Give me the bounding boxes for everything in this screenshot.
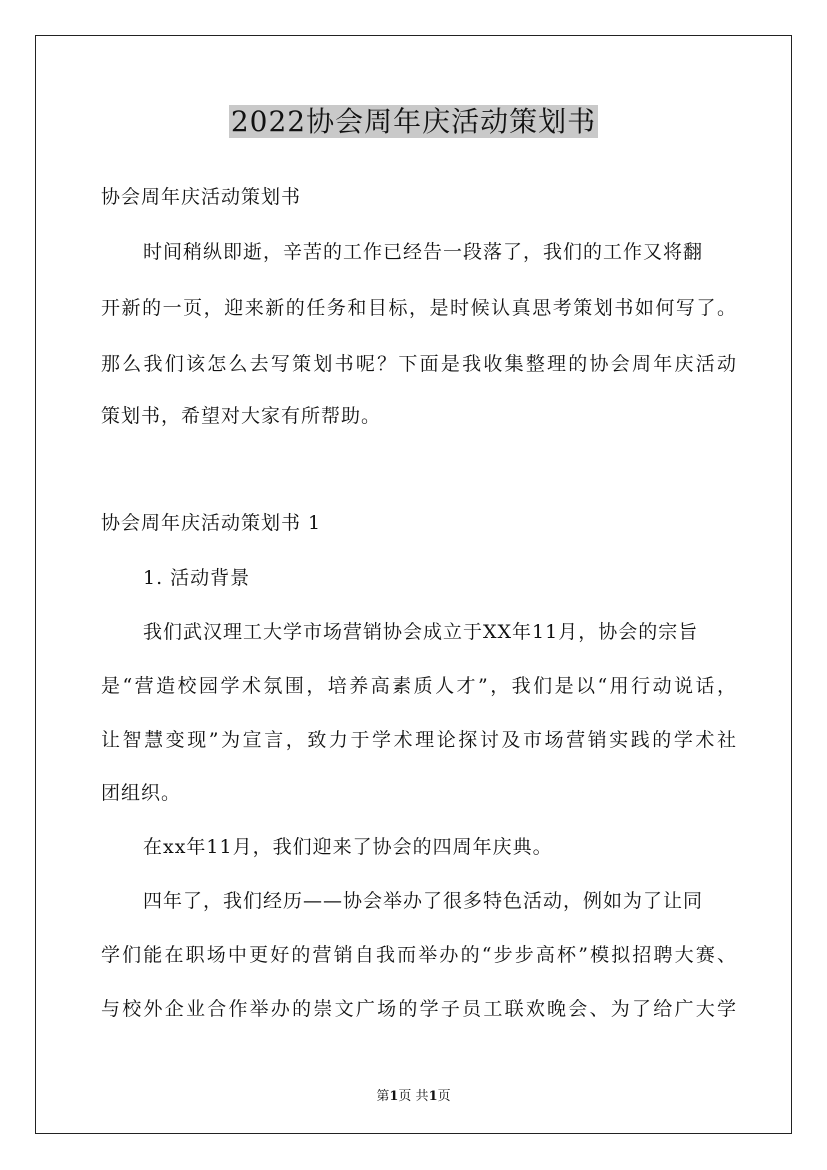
- intro-line-3: 那么我们该怎么去写策划书呢？下面是我收集整理的协会周年庆活动: [101, 353, 737, 375]
- para1-line-4: 团组织。: [101, 782, 182, 804]
- document-title: 2022协会周年庆活动策划书: [230, 105, 597, 138]
- footer-mid: 页 共: [398, 1089, 429, 1104]
- footer-suffix: 页: [437, 1089, 451, 1104]
- para1-line-2: 是“营造校园学术氛围，培养高素质人才”，我们是以“用行动说话，: [101, 675, 737, 697]
- para1-line-1: 我们武汉理工大学市场营销协会成立于XX年11月，协会的宗旨: [143, 621, 699, 643]
- footer-page-total: 1: [428, 1089, 438, 1104]
- footer-prefix: 第: [376, 1089, 390, 1104]
- section-heading: 协会周年庆活动策划书 1: [101, 512, 322, 534]
- para3-line-2: 学们能在职场中更好的营销自我而举办的“步步高杯”模拟招聘大赛、: [101, 944, 737, 966]
- para3-line-3: 与校外企业合作举办的崇文广场的学子员工联欢晚会、为了给广大学: [101, 998, 737, 1020]
- intro-line-4: 策划书，希望对大家有所帮助。: [101, 405, 382, 427]
- intro-line-2: 开新的一页，迎来新的任务和目标，是时候认真思考策划书如何写了。: [101, 297, 737, 319]
- item-heading: 1. 活动背景: [143, 567, 251, 589]
- para2-line-1: 在xx年11月，我们迎来了协会的四周年庆典。: [143, 836, 553, 858]
- document-subtitle: 协会周年庆活动策划书: [101, 186, 302, 208]
- intro-line-1: 时间稍纵即逝，辛苦的工作已经告一段落了，我们的工作又将翻: [143, 241, 704, 263]
- para1-line-3: 让智慧变现”为宣言，致力于学术理论探讨及市场营销实践的学术社: [101, 729, 737, 751]
- document-title-wrap: [0, 100, 827, 140]
- footer-page-number: 1: [389, 1089, 399, 1104]
- page-footer: [0, 1085, 827, 1104]
- para3-line-1: 四年了，我们经历——协会举办了很多特色活动，例如为了让同: [143, 890, 704, 912]
